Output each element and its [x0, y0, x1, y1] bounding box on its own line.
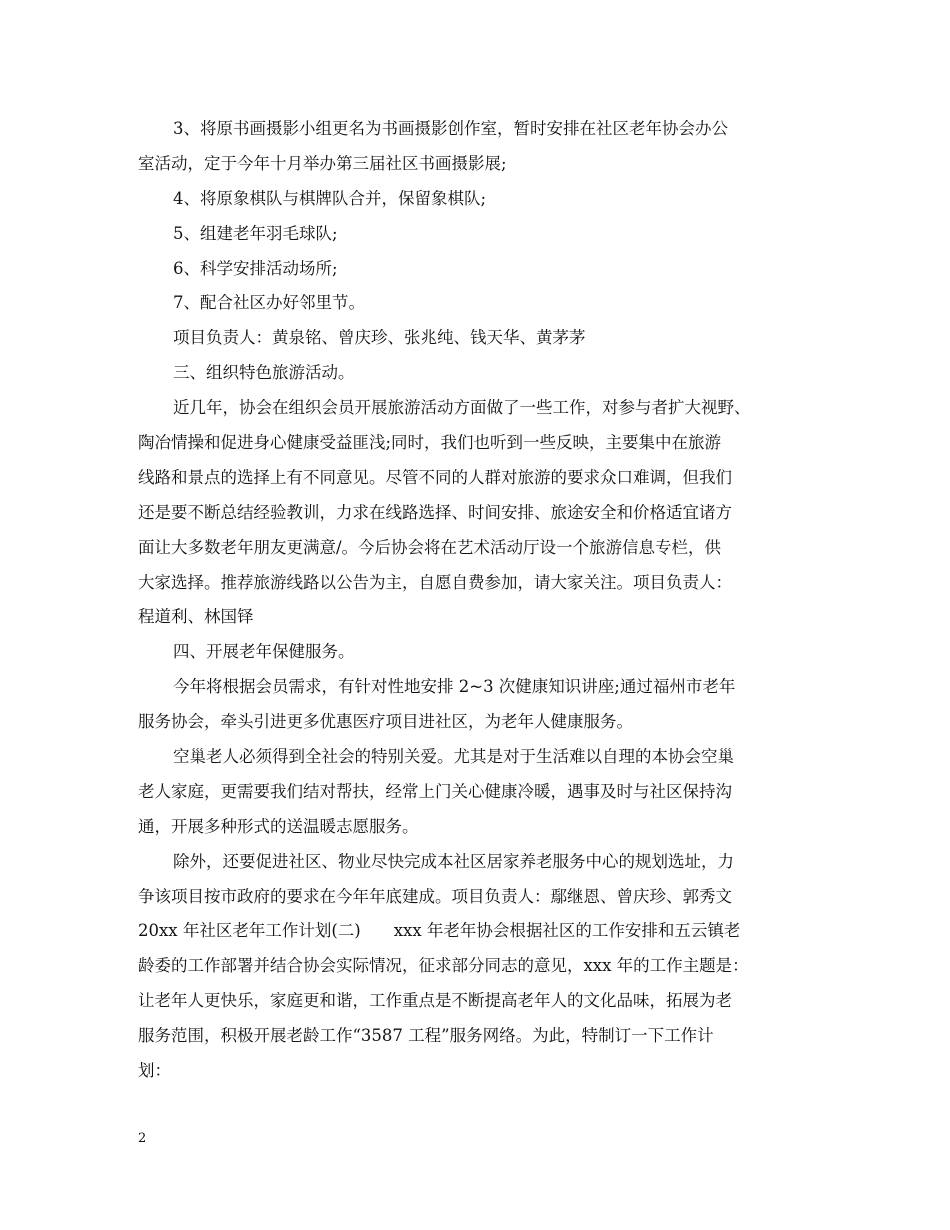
text-line: 3、将原书画摄影小组更名为书画摄影创作室，暂时安排在社区老年协会办公	[173, 119, 728, 138]
text-line: 7、配合社区办好邻里节。	[173, 293, 365, 313]
text-line: 空巢老人必须得到全社会的特别关爱。尤其是对于生活难以自理的本协会空巢	[173, 747, 734, 767]
text-line: 除外，还要促进社区、物业尽快完成本社区居家养老服务中心的规划选址，力	[173, 851, 734, 871]
text-line: 室活动，定于今年十月举办第三届社区书画摄影展;	[138, 153, 507, 173]
page-number: 2	[138, 1131, 147, 1146]
text-line: 陶冶情操和促进身心健康受益匪浅;同时，我们也听到一些反映，主要集中在旅游	[138, 433, 722, 453]
text-line: 程道利、林国铎	[138, 607, 254, 627]
text-line: 龄委的工作部署并结合协会实际情况，征求部分同志的意见，xxx 年的工作主题是：	[138, 956, 749, 976]
text-line: 老人家庭，更需要我们结对帮扶，经常上门关心健康冷暖，遇事及时与社区保持沟	[138, 781, 732, 801]
text-line: 还是要不断总结经验教训，力求在线路选择、时间安排、旅途安全和价格适宜诸方	[138, 502, 732, 522]
section-heading: 四、开展老年保健服务。	[173, 642, 355, 662]
text-line: 通，开展多种形式的送温暖志愿服务。	[138, 816, 419, 836]
text-line: 项目负责人：黄泉铭、曾庆珍、张兆纯、钱天华、黄茅茅	[173, 328, 586, 348]
text-line: 5、组建老年羽毛球队;	[173, 223, 338, 243]
text-line: 服务范围，积极开展老龄工作“3587 工程”服务网络。为此，特制订一下工作计	[138, 1026, 714, 1046]
text-line: 4、将原象棋队与棋牌队合并，保留象棋队;	[173, 188, 487, 208]
text-line: 近几年，协会在组织会员开展旅游活动方面做了一些工作，对参与者扩大视野、	[173, 398, 751, 418]
text-line: 6、科学安排活动场所;	[173, 258, 338, 278]
text-line: 面让大多数老年朋友更满意/。今后协会将在艺术活动厅设一个旅游信息专栏，供	[138, 537, 722, 557]
document-body	[138, 112, 818, 1089]
text-line: 服务协会，牵头引进更多优惠医疗项目进社区，为老年人健康服务。	[138, 712, 633, 732]
text-line: 争该项目按市政府的要求在今年年底建成。项目负责人：鄢继恩、曾庆珍、郭秀文	[138, 886, 732, 906]
text-line: 线路和景点的选择上有不同意见。尽管不同的人群对旅游的要求众口难调，但我们	[138, 467, 732, 487]
text-line: 20xx 年社区老年工作计划(二) xxx 年老年协会根据社区的工作安排和五云镇老	[138, 921, 741, 941]
text-line: 大家选择。推荐旅游线路以公告为主，自愿自费参加，请大家关注。项目负责人：	[138, 572, 732, 592]
text-line: 今年将根据会员需求，有针对性地安排 2~3 次健康知识讲座;通过福州市老年	[173, 677, 736, 697]
section-heading: 三、组织特色旅游活动。	[173, 363, 355, 383]
text-line: 让老年人更快乐，家庭更和谐，工作重点是不断提高老年人的文化品味，拓展为老	[138, 991, 732, 1011]
text-line: 划：	[138, 1061, 171, 1081]
